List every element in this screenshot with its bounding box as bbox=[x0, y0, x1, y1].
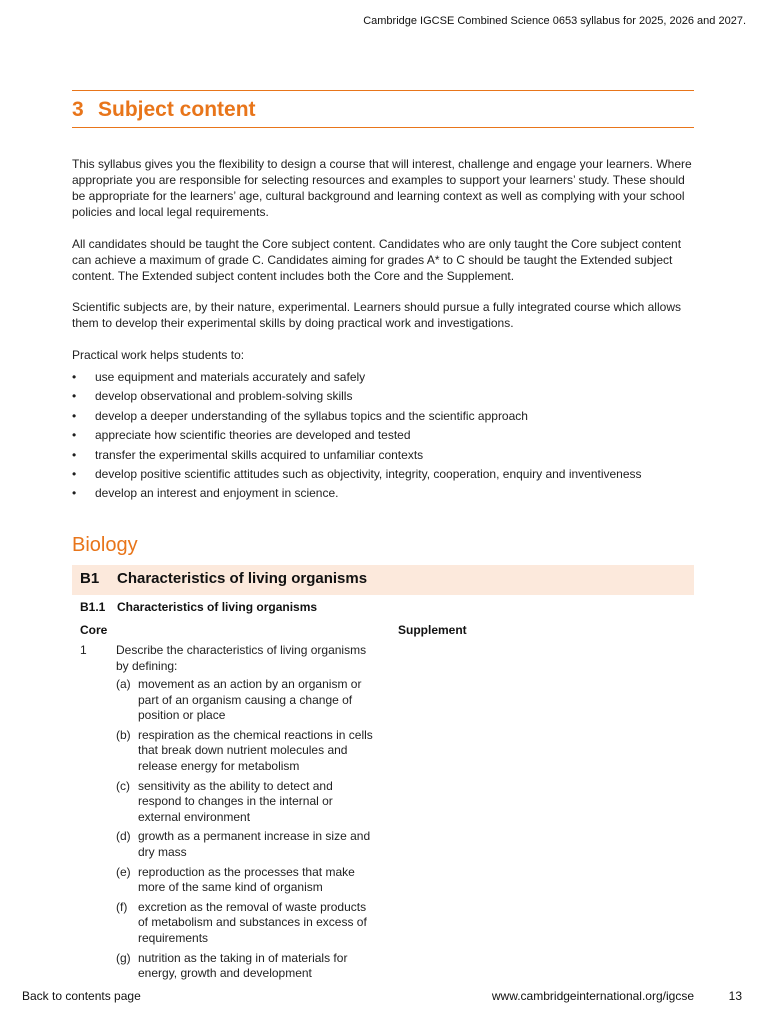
bullet-icon: • bbox=[72, 428, 77, 443]
item-definition: movement as an action by an organism or part of an organism causing a change of position or place bbox=[138, 677, 362, 723]
list-item-text: appreciate how scientific theories are developed and tested bbox=[95, 428, 411, 443]
list-item bbox=[72, 388, 694, 407]
item-definition: nutrition as the taking in of materials for energy, growth and development bbox=[138, 950, 348, 981]
page-number: 13 bbox=[728, 989, 742, 1003]
practical-work-lead: Practical work helps students to: bbox=[72, 348, 245, 362]
item-letter: (g) bbox=[116, 950, 131, 965]
item-letter: (b) bbox=[116, 727, 131, 742]
website-link[interactable]: www.cambridgeinternational.org/igcse bbox=[491, 989, 694, 1003]
list-item bbox=[116, 677, 376, 724]
intro-paragraph: This syllabus gives you the flexibility to design a course that will interest, challenge and engage your learners. Where appropriate you are responsible for selecting resources and examples to support your learners’ study. These should be appropriate for the learners’ age, cultural background and learning context as well as complying with your school policies and local legal requirements. bbox=[72, 157, 692, 219]
core-paragraph: All candidates should be taught the Core subject content. Candidates who are only taught the Core subject content can achieve a maximum of grade C. Candidates aiming for grades A* to C should be taught the Extended subject content. The Extended subject content includes both the Core and the Supplement. bbox=[72, 237, 682, 283]
topic-title: Characteristics of living organisms bbox=[117, 570, 368, 587]
item-letter: (c) bbox=[116, 778, 130, 793]
list-item bbox=[72, 466, 694, 485]
subtopic-code: B1.1 bbox=[80, 600, 106, 614]
core-column-heading: Core bbox=[80, 623, 108, 637]
list-item-text: transfer the experimental skills acquired to unfamiliar contexts bbox=[95, 447, 424, 462]
subtopic-title: Characteristics of living organisms bbox=[117, 600, 318, 614]
list-item bbox=[116, 951, 376, 982]
practical-work-list bbox=[72, 369, 694, 505]
item-definition: reproduction as the processes that make more of the same kind of organism bbox=[138, 864, 355, 895]
list-item bbox=[116, 900, 376, 947]
section-heading bbox=[72, 90, 694, 128]
list-item bbox=[116, 865, 376, 896]
list-item bbox=[116, 829, 376, 860]
bullet-icon: • bbox=[72, 408, 77, 423]
item-definition: respiration as the chemical reactions in cells that break down nutrient molecules and release energy for metabolism bbox=[138, 727, 373, 773]
list-item bbox=[72, 485, 694, 504]
section-number: 3 bbox=[72, 98, 84, 121]
subject-heading: Biology bbox=[72, 534, 138, 556]
item-letter: (d) bbox=[116, 829, 131, 844]
bullet-icon: • bbox=[72, 389, 77, 404]
supplement-column-heading: Supplement bbox=[398, 623, 467, 637]
topic-code: B1 bbox=[80, 570, 100, 587]
section-title: Subject content bbox=[98, 98, 256, 121]
list-item bbox=[72, 447, 694, 466]
characteristics-list bbox=[116, 677, 376, 986]
list-item-text: develop an interest and enjoyment in science. bbox=[95, 486, 339, 501]
topic-bar bbox=[72, 565, 694, 595]
experimental-paragraph: Scientific subjects are, by their nature, experimental. Learners should pursue a fully integrated course which allows them to develop their experimental skills by doing practical work and investigations. bbox=[72, 300, 681, 330]
item-letter: (e) bbox=[116, 864, 131, 879]
list-item bbox=[116, 728, 376, 775]
bullet-icon: • bbox=[72, 466, 77, 481]
list-item-text: develop a deeper understanding of the syllabus topics and the scientific approach bbox=[95, 408, 528, 423]
item-definition: growth as a permanent increase in size and dry mass bbox=[138, 829, 371, 859]
list-item bbox=[72, 369, 694, 388]
bullet-icon: • bbox=[72, 370, 77, 384]
list-item-text: develop observational and problem-solving skills bbox=[95, 389, 353, 404]
list-item bbox=[116, 779, 376, 826]
back-to-contents-link[interactable]: Back to contents page bbox=[22, 989, 141, 1003]
item-letter: (f) bbox=[116, 899, 128, 914]
item-letter: (a) bbox=[116, 677, 131, 691]
list-item-text: develop positive scientific attitudes such as objectivity, integrity, cooperation, enquiry and inventiveness bbox=[95, 466, 642, 481]
item-definition: excretion as the removal of waste products of metabolism and substances in excess of requirements bbox=[138, 899, 367, 945]
bullet-icon: • bbox=[72, 486, 77, 501]
list-item-text: use equipment and materials accurately and safely bbox=[95, 370, 366, 384]
running-header: Cambridge IGCSE Combined Science 0653 syllabus for 2025, 2026 and 2027. bbox=[363, 15, 746, 27]
bullet-icon: • bbox=[72, 447, 77, 462]
core-item-number: 1 bbox=[80, 643, 87, 657]
list-item bbox=[72, 408, 694, 427]
list-item bbox=[72, 427, 694, 446]
item-definition: sensitivity as the ability to detect and respond to changes in the internal or external environment bbox=[138, 778, 333, 824]
core-item-text: Describe the characteristics of living organisms by defining: bbox=[116, 643, 367, 673]
